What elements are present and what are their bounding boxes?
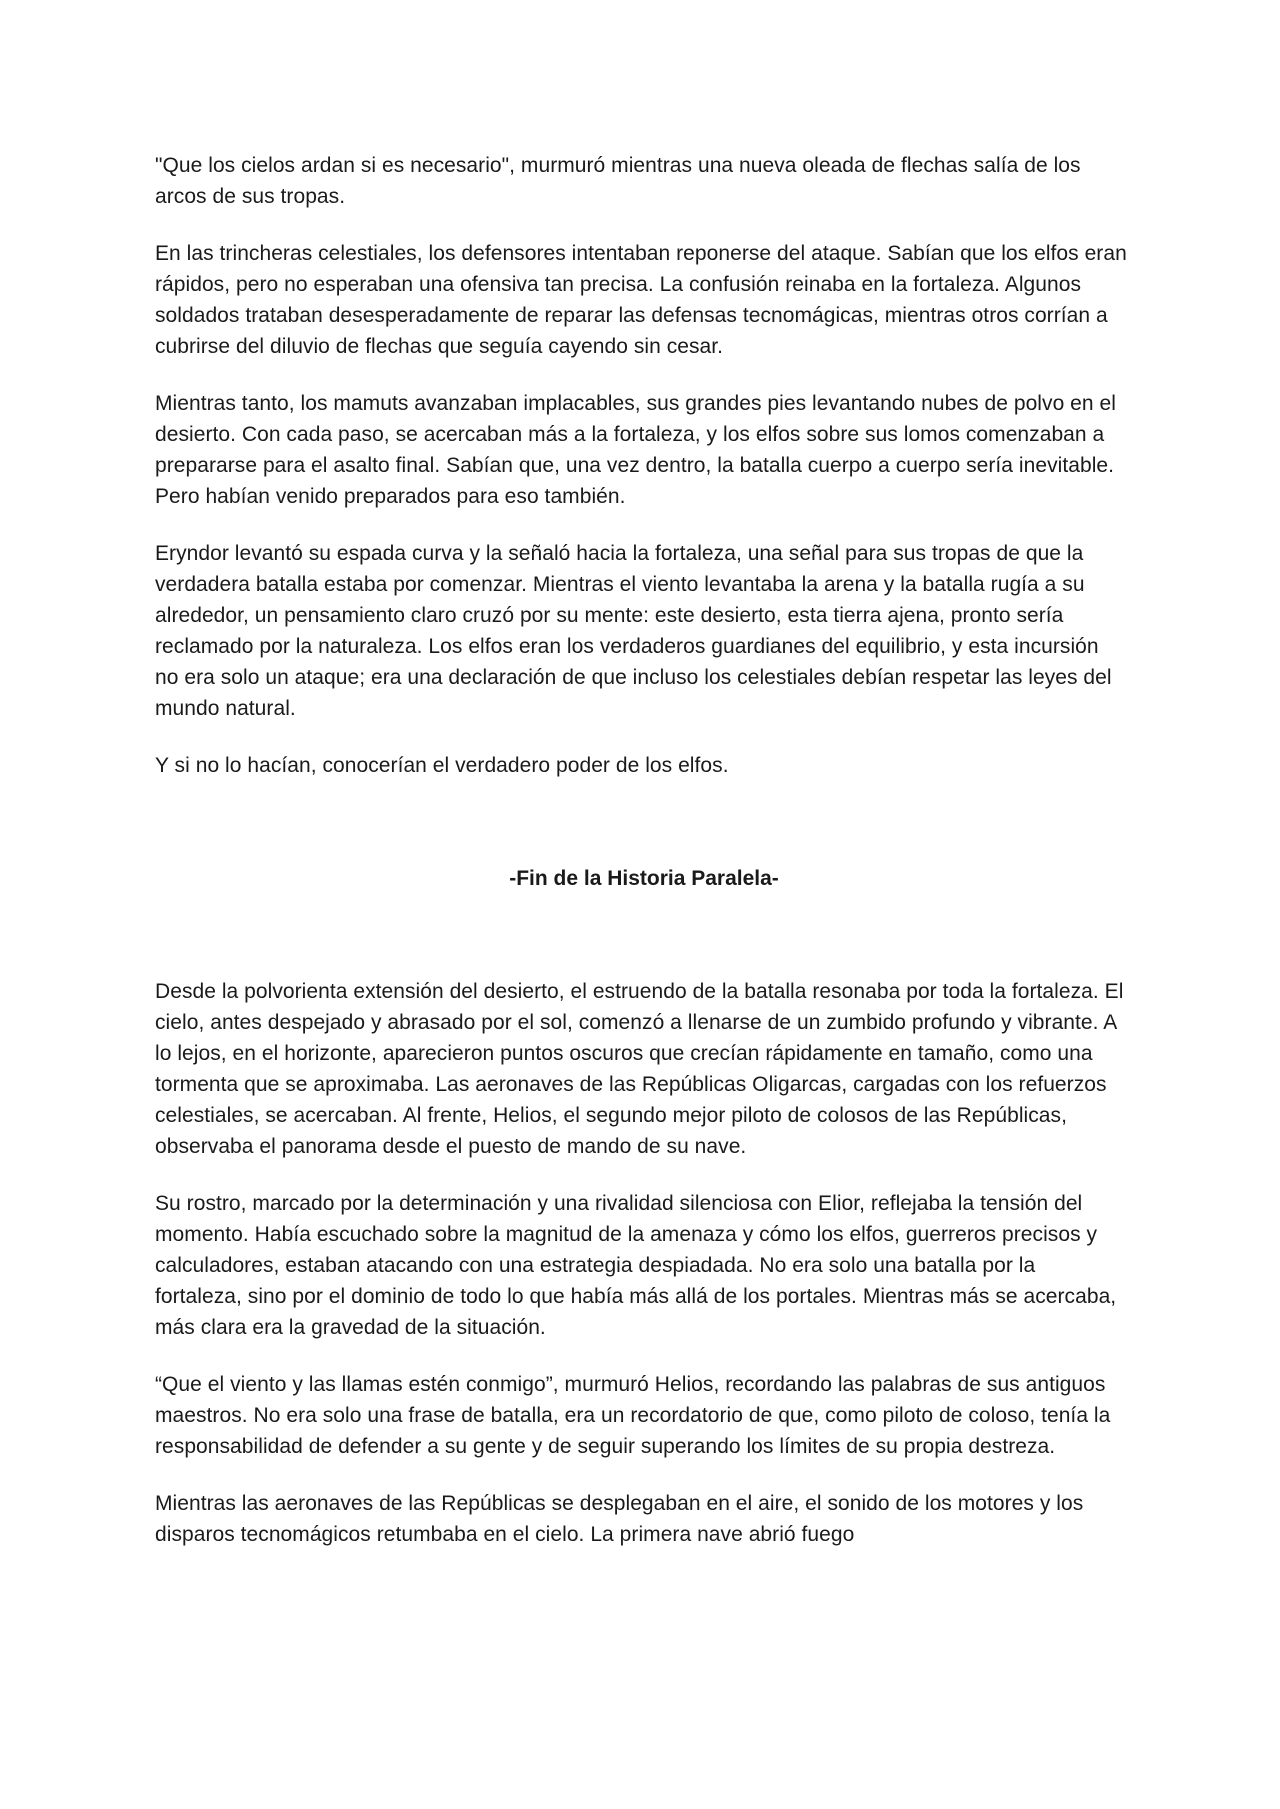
paragraph: Mientras tanto, los mamuts avanzaban implacables, sus grandes pies levantando nubes de polvo en el desierto. Con cada paso, se acercaban más a la fortaleza, y los elfos sobre sus lomos comenzaban a prepararse para el asalto final. Sabían que, una vez dentro, la batalla cuerpo a cuerpo sería inevitable. Pero habían venido preparados para eso también. [155,392,1116,508]
paragraph: "Que los cielos ardan si es necesario", murmuró mientras una nueva oleada de flechas salía de los arcos de sus tropas. [155,154,1081,208]
paragraph: Eryndor levantó su espada curva y la señaló hacia la fortaleza, una señal para sus tropas de que la verdadera batalla estaba por comenzar. Mientras el viento levantaba la arena y la batalla rugía a su alrededor, un pensamiento claro cruzó por su mente: este desierto, esta tierra ajena, pronto sería reclamado por la naturaleza. Los elfos eran los verdaderos guardianes del equilibrio, y esta incursión no era solo un ataque; era una declaración de que incluso los celestiales debían respetar las leyes del mundo natural. [155,542,1112,720]
section-heading: -Fin de la Historia Paralela- [509,867,779,890]
paragraph: Mientras las aeronaves de las Repúblicas se desplegaban en el aire, el sonido de los motores y los disparos tecnomágicos retumbaba en el cielo. La primera nave abrió fuego [155,1492,1084,1546]
paragraph: En las trincheras celestiales, los defensores intentaban reponerse del ataque. Sabían que los elfos eran rápidos, pero no esperaban una ofensiva tan precisa. La confusión reinaba en la fortaleza. Algunos soldados trataban desesperadamente de reparar las defensas tecnomágicas, mientras otros corrían a cubrirse del diluvio de flechas que seguía cayendo sin cesar. [155,242,1127,358]
document-body [155,150,1127,1550]
paragraph: Desde la polvorienta extensión del desierto, el estruendo de la batalla resonaba por toda la fortaleza. El cielo, antes despejado y abrasado por el sol, comenzó a llenarse de un zumbido profundo y vibrante. A lo lejos, en el horizonte, aparecieron puntos oscuros que crecían rápidamente en tamaño, como una tormenta que se aproximaba. Las aeronaves de las Repúblicas Oligarcas, cargadas con los refuerzos celestiales, se acercaban. Al frente, Helios, el segundo mejor piloto de colosos de las Repúblicas, observaba el panorama desde el puesto de mando de su nave. [155,980,1124,1158]
paragraph: Y si no lo hacían, conocerían el verdadero poder de los elfos. [155,754,729,777]
paragraph: Su rostro, marcado por la determinación y una rivalidad silenciosa con Elior, reflejaba la tensión del momento. Había escuchado sobre la magnitud de la amenaza y cómo los elfos, guerreros precisos y calculadores, estaban atacando con una estrategia despiadada. No era solo una batalla por la fortaleza, sino por el dominio de todo lo que había más allá de los portales. Mientras más se acercaba, más clara era la gravedad de la situación. [155,1192,1117,1339]
paragraph: “Que el viento y las llamas estén conmigo”, murmuró Helios, recordando las palabras de sus antiguos maestros. No era solo una frase de batalla, era un recordatorio de que, como piloto de coloso, tenía la responsabilidad de defender a su gente y de seguir superando los límites de su propia destreza. [155,1373,1111,1458]
